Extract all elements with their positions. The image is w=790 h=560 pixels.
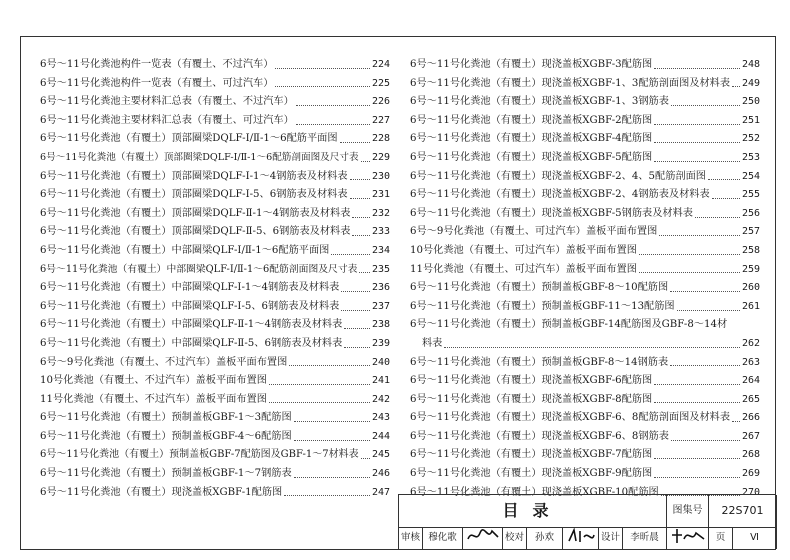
toc-entry-title: 6号～11号化粪池（有覆土）顶部圈梁DQLF-Ⅰ-1～4钢筋表及材料表 xyxy=(40,170,348,182)
toc-entry-page: 239 xyxy=(371,337,390,349)
toc-entry xyxy=(40,261,390,280)
toc-entry xyxy=(410,149,760,168)
toc-entry-title: 6号～11号化粪池（有覆土）现浇盖板XGBF-7配筋图 xyxy=(410,449,653,461)
toc-leader-dots xyxy=(341,310,370,311)
toc-entry xyxy=(410,391,760,410)
toc-right-column xyxy=(410,56,760,502)
toc-entry-page: 236 xyxy=(371,282,390,294)
toc-entry-page: 257 xyxy=(741,226,760,238)
toc-entry-title: 6号～11号化粪池（有覆土）中部圈梁QLF-Ⅱ-1～4钢筋表及材料表 xyxy=(40,319,343,331)
toc-entry xyxy=(40,316,390,335)
toc-leader-dots xyxy=(331,254,370,255)
toc-leader-dots xyxy=(712,198,740,199)
toc-entry-title: 6号～11号化粪池（有覆土）现浇盖板XGBF-5钢筋表及材料表 xyxy=(410,207,693,219)
toc-entry-title: 6号～11号化粪池（有覆土）预制盖板GBF-1～3配筋图 xyxy=(40,412,292,424)
checker-signature xyxy=(563,527,599,549)
toc-entry-title: 6号～11号化粪池（有覆土）预制盖板GBF-8～14钢筋表 xyxy=(410,356,669,368)
toc-entry-page: 243 xyxy=(371,412,390,424)
toc-entry xyxy=(410,56,760,75)
toc-entry xyxy=(40,93,390,112)
toc-entry-title: 6号～11号化粪池（有覆土）顶部圈梁DQLF-Ⅰ/Ⅱ-1～6配筋平面图 xyxy=(40,133,338,145)
toc-entry xyxy=(40,205,390,224)
toc-entry-title: 6号～11号化粪池（有覆土）预制盖板GBF-4～6配筋图 xyxy=(40,430,292,442)
check-label: 校对 xyxy=(503,527,527,549)
toc-entry xyxy=(40,75,390,94)
toc-leader-dots xyxy=(732,421,740,422)
toc-entry xyxy=(40,149,390,168)
toc-entry-page: 224 xyxy=(371,59,390,70)
toc-entry xyxy=(40,168,390,187)
page-label: 页 xyxy=(709,527,733,549)
toc-entry xyxy=(40,56,390,75)
toc-leader-dots xyxy=(350,198,370,199)
toc-entry-page: 258 xyxy=(741,244,760,256)
toc-entry-page: 228 xyxy=(371,133,390,145)
toc-entry-page: 230 xyxy=(371,170,390,182)
toc-entry-page: 249 xyxy=(741,77,760,89)
toc-leader-dots xyxy=(289,365,370,366)
toc-leader-dots xyxy=(296,124,370,125)
designer-name: 李昕晨 xyxy=(623,527,667,549)
toc-entry-title: 6号～11号化粪池（有覆土）现浇盖板XGBF-1配筋图 xyxy=(40,486,283,498)
toc-entry-page: 248 xyxy=(741,59,760,70)
toc-leader-dots xyxy=(352,235,370,236)
toc-entry xyxy=(410,335,760,354)
toc-entry xyxy=(40,112,390,131)
toc-entry-title: 6号～11号化粪池（有覆土）现浇盖板XGBF-2、4钢筋表及材料表 xyxy=(410,189,710,201)
toc-entry-title: 6号～11号化粪池（有覆土）现浇盖板XGBF-1、3钢筋表 xyxy=(410,96,669,108)
toc-leader-dots xyxy=(296,105,370,106)
toc-entry xyxy=(40,372,390,391)
toc-entry-title: 6号～11号化粪池（有覆土）预制盖板GBF-14配筋图及GBF-8～14材 xyxy=(410,319,728,331)
toc-entry xyxy=(40,465,390,484)
toc-entry-title: 6号～11号化粪池（有覆土）顶部圈梁DQLF-Ⅰ-5、6钢筋表及材料表 xyxy=(40,189,348,201)
toc-leader-dots xyxy=(344,347,370,348)
toc-entry xyxy=(40,409,390,428)
toc-entry-title: 6号～11号化粪池（有覆土）顶部圈梁DQLF-Ⅱ-5、6钢筋表及材料表 xyxy=(40,226,351,238)
toc-entry-page: 269 xyxy=(741,468,760,480)
toc-entry-title: 6号～11号化粪池（有覆土）顶部圈梁DQLF-Ⅱ-1～4钢筋表及材料表 xyxy=(40,207,351,219)
toc-entry xyxy=(410,186,760,205)
toc-leader-dots xyxy=(350,179,370,180)
toc-entry-title: 6号～11号化粪池（有覆土）预制盖板GBF-8～10配筋图 xyxy=(410,282,669,294)
toc-entry xyxy=(40,223,390,242)
toc-entry xyxy=(40,335,390,354)
toc-entry xyxy=(410,446,760,465)
review-label: 审核 xyxy=(399,527,423,549)
toc-leader-dots xyxy=(444,347,740,348)
designer-signature-mark xyxy=(670,527,706,545)
toc-entry xyxy=(410,261,760,280)
toc-entry-page: 253 xyxy=(741,151,760,163)
title-block xyxy=(398,494,776,550)
toc-leader-dots xyxy=(732,86,740,87)
toc-entry xyxy=(40,279,390,298)
toc-entry xyxy=(410,298,760,317)
toc-leader-dots xyxy=(654,402,740,403)
toc-entry-page: 244 xyxy=(371,430,390,442)
toc-leader-dots xyxy=(654,142,740,143)
toc-leader-dots xyxy=(670,365,740,366)
toc-entry-page: 255 xyxy=(741,189,760,201)
toc-entry-title: 6号～11号化粪池（有覆土）现浇盖板XGBF-2、4、5配筋剖面图 xyxy=(410,170,706,182)
toc-entry-page: 262 xyxy=(741,337,760,349)
toc-leader-dots xyxy=(654,458,740,459)
toc-entry-title: 11号化粪池（有覆土、可过汽车）盖板平面布置图 xyxy=(410,263,637,275)
toc-entry-page: 265 xyxy=(741,393,760,405)
toc-entry xyxy=(410,205,760,224)
toc-entry-page: 266 xyxy=(741,412,760,424)
toc-entry-page: 259 xyxy=(741,263,760,275)
checker-name: 孙欢 xyxy=(527,527,563,549)
toc-leader-dots xyxy=(275,68,370,69)
toc-entry-page: 247 xyxy=(371,486,390,498)
toc-leader-dots xyxy=(659,235,740,236)
toc-entry-page: 268 xyxy=(741,449,760,461)
toc-entry-page: 246 xyxy=(371,468,390,480)
reviewer-name: 穆化歌 xyxy=(423,527,463,549)
toc-entry-title: 6号～9号化粪池（有覆土、不过汽车）盖板平面布置图 xyxy=(40,356,288,368)
toc-leader-dots xyxy=(654,384,740,385)
toc-entry-title: 6号～11号化粪池（有覆土）现浇盖板XGBF-2配筋图 xyxy=(410,114,653,126)
toc-leader-dots xyxy=(708,179,740,180)
toc-entry xyxy=(40,446,390,465)
toc-entry-title: 6号～11号化粪池（有覆土）顶部圈梁DQLF-Ⅰ/Ⅱ-1～6配筋剖面图及尺寸表 xyxy=(40,151,359,163)
toc-entry-title: 6号～11号化粪池（有覆土）现浇盖板XGBF-1、3配筋剖面图及材料表 xyxy=(410,77,731,89)
toc-entry xyxy=(410,93,760,112)
toc-entry-page: 263 xyxy=(741,356,760,368)
toc-entry-page: 241 xyxy=(371,375,390,387)
toc-entry-title: 6号～9号化粪池（有覆土、可过汽车）盖板平面布置图 xyxy=(410,226,658,238)
toc-leader-dots xyxy=(269,402,370,403)
toc-entry xyxy=(40,428,390,447)
toc-leader-dots xyxy=(671,105,740,106)
toc-entry-title: 10号化粪池（有覆土、不过汽车）盖板平面布置图 xyxy=(40,375,267,387)
toc-entry-page: 252 xyxy=(741,133,760,145)
toc-leader-dots xyxy=(361,458,370,459)
toc-entry xyxy=(40,391,390,410)
toc-entry xyxy=(40,298,390,317)
toc-entry xyxy=(40,186,390,205)
toc-entry xyxy=(40,484,390,503)
design-label: 设计 xyxy=(599,527,623,549)
toc-entry xyxy=(40,130,390,149)
reviewer-signature xyxy=(463,527,503,549)
toc-entry-page: 237 xyxy=(371,300,390,312)
toc-entry-title: 6号～11号化粪池主要材料汇总表（有覆土、可过汽车） xyxy=(40,114,294,126)
toc-left-column xyxy=(40,56,390,502)
toc-leader-dots xyxy=(294,421,370,422)
toc-leader-dots xyxy=(671,440,740,441)
toc-entry-title: 6号～11号化粪池（有覆土）中部圈梁QLF-Ⅰ-1～4钢筋表及材料表 xyxy=(40,282,340,294)
toc-entry-page: 260 xyxy=(741,282,760,294)
page-number: Ⅵ xyxy=(733,527,777,549)
toc-entry-page: 270 xyxy=(741,486,760,498)
toc-entry-title: 6号～11号化粪池（有覆土）现浇盖板XGBF-4配筋图 xyxy=(410,133,653,145)
toc-entry-title: 6号～11号化粪池（有覆土）预制盖板GBF-1～7钢筋表 xyxy=(40,468,292,480)
atlas-number: 22S701 xyxy=(709,495,777,527)
toc-entry-title: 11号化粪池（有覆土、不过汽车）盖板平面布置图 xyxy=(40,393,267,405)
toc-entry-title: 10号化粪池（有覆土、可过汽车）盖板平面布置图 xyxy=(410,244,637,256)
toc-entry-title: 6号～11号化粪池构件一览表（有覆土、可过汽车） xyxy=(40,77,274,89)
toc-entry-page: 231 xyxy=(371,189,390,201)
toc-leader-dots xyxy=(359,272,370,273)
toc-entry xyxy=(40,242,390,261)
toc-entry-title: 料表 xyxy=(422,337,443,349)
toc-entry xyxy=(410,354,760,373)
toc-entry-title: 6号～11号化粪池（有覆土）中部圈梁QLF-Ⅰ-5、6钢筋表及材料表 xyxy=(40,300,340,312)
toc-leader-dots xyxy=(352,217,370,218)
atlas-number-label: 图集号 xyxy=(667,495,709,527)
toc-leader-dots xyxy=(275,86,370,87)
toc-leader-dots xyxy=(677,310,740,311)
toc-leader-dots xyxy=(654,161,740,162)
toc-leader-dots xyxy=(294,440,370,441)
toc-entry-title: 6号～11号化粪池（有覆土）预制盖板GBF-7配筋图及GBF-1～7材料表 xyxy=(40,449,359,461)
toc-entry xyxy=(410,130,760,149)
toc-entry xyxy=(40,354,390,373)
toc-entry-page: 254 xyxy=(741,170,760,182)
toc-entry-title: 6号～11号化粪池（有覆土）中部圈梁QLF-Ⅱ-5、6钢筋表及材料表 xyxy=(40,337,343,349)
toc-leader-dots xyxy=(344,328,370,329)
toc-entry-title: 6号～11号化粪池（有覆土）现浇盖板XGBF-9配筋图 xyxy=(410,468,653,480)
toc-entry-title: 6号～11号化粪池（有覆土）现浇盖板XGBF-6、8钢筋表 xyxy=(410,430,669,442)
toc-leader-dots xyxy=(639,272,740,273)
toc-entry-page: 251 xyxy=(741,114,760,126)
toc-leader-dots xyxy=(654,124,740,125)
toc-entry-page: 235 xyxy=(371,263,390,275)
toc-entry xyxy=(410,112,760,131)
title-block-title: 目录 xyxy=(399,495,667,527)
toc-leader-dots xyxy=(639,254,740,255)
toc-entry-page: 225 xyxy=(371,77,390,89)
toc-entry-title: 6号～11号化粪池构件一览表（有覆土、不过汽车） xyxy=(40,59,274,70)
toc-leader-dots xyxy=(269,384,370,385)
toc-entry-page: 232 xyxy=(371,207,390,219)
toc-leader-dots xyxy=(340,142,370,143)
toc-leader-dots xyxy=(341,291,370,292)
toc-entry-title: 6号～11号化粪池（有覆土）中部圈梁QLF-Ⅰ/Ⅱ-1～6配筋平面图 xyxy=(40,244,330,256)
toc-entry-title: 6号～11号化粪池（有覆土）现浇盖板XGBF-6、8配筋剖面图及材料表 xyxy=(410,412,731,424)
toc-entry-page: 250 xyxy=(741,96,760,108)
reviewer-signature-mark xyxy=(466,527,500,545)
toc-entry-title: 6号～11号化粪池主要材料汇总表（有覆土、不过汽车） xyxy=(40,96,294,108)
toc-leader-dots xyxy=(294,477,370,478)
toc-leader-dots xyxy=(670,291,740,292)
toc-entry-title: 6号～11号化粪池（有覆土）现浇盖板XGBF-5配筋图 xyxy=(410,151,653,163)
toc-entry-page: 245 xyxy=(371,449,390,461)
toc-entry-page: 240 xyxy=(371,356,390,368)
toc-entry-title: 6号～11号化粪池（有覆土）现浇盖板XGBF-3配筋图 xyxy=(410,59,653,70)
toc-entry-page: 242 xyxy=(371,393,390,405)
toc-entry-title: 6号～11号化粪池（有覆土）现浇盖板XGBF-8配筋图 xyxy=(410,393,653,405)
toc-entry-page: 264 xyxy=(741,375,760,387)
toc-entry xyxy=(410,242,760,261)
checker-signature-mark xyxy=(566,527,596,545)
toc-entry xyxy=(410,75,760,94)
toc-leader-dots xyxy=(654,68,740,69)
toc-entry-title: 6号～11号化粪池（有覆土）中部圈梁QLF-Ⅰ/Ⅱ-1～6配筋剖面图及尺寸表 xyxy=(40,263,358,275)
toc-leader-dots xyxy=(695,217,740,218)
toc-entry-title: 6号～11号化粪池（有覆土）现浇盖板XGBF-6配筋图 xyxy=(410,375,653,387)
toc-entry-page: 233 xyxy=(371,226,390,238)
toc-leader-dots xyxy=(654,477,740,478)
toc-entry xyxy=(410,409,760,428)
toc-leader-dots xyxy=(361,161,370,162)
toc-entry xyxy=(410,428,760,447)
toc-entry xyxy=(410,223,760,242)
toc-entry-page: 261 xyxy=(741,300,760,312)
toc-entry-page: 238 xyxy=(371,319,390,331)
toc-entry-page: 256 xyxy=(741,207,760,219)
toc-entry xyxy=(410,465,760,484)
toc-entry-title: 6号～11号化粪池（有覆土）预制盖板GBF-11～13配筋图 xyxy=(410,300,675,312)
toc-entry-page: 227 xyxy=(371,114,390,126)
toc-leader-dots xyxy=(284,495,370,496)
toc-entry xyxy=(410,316,760,335)
toc-entry xyxy=(410,372,760,391)
toc-entry-title: 6号～11号化粪池（有覆土）现浇盖板XGBF-10配筋图 xyxy=(410,486,659,498)
toc-entry xyxy=(410,279,760,298)
designer-signature xyxy=(667,527,709,549)
toc-entry-page: 226 xyxy=(371,96,390,108)
toc-entry xyxy=(410,168,760,187)
toc-entry-page: 234 xyxy=(371,244,390,256)
toc-entry-page: 267 xyxy=(741,430,760,442)
toc-entry-page: 229 xyxy=(371,151,390,163)
